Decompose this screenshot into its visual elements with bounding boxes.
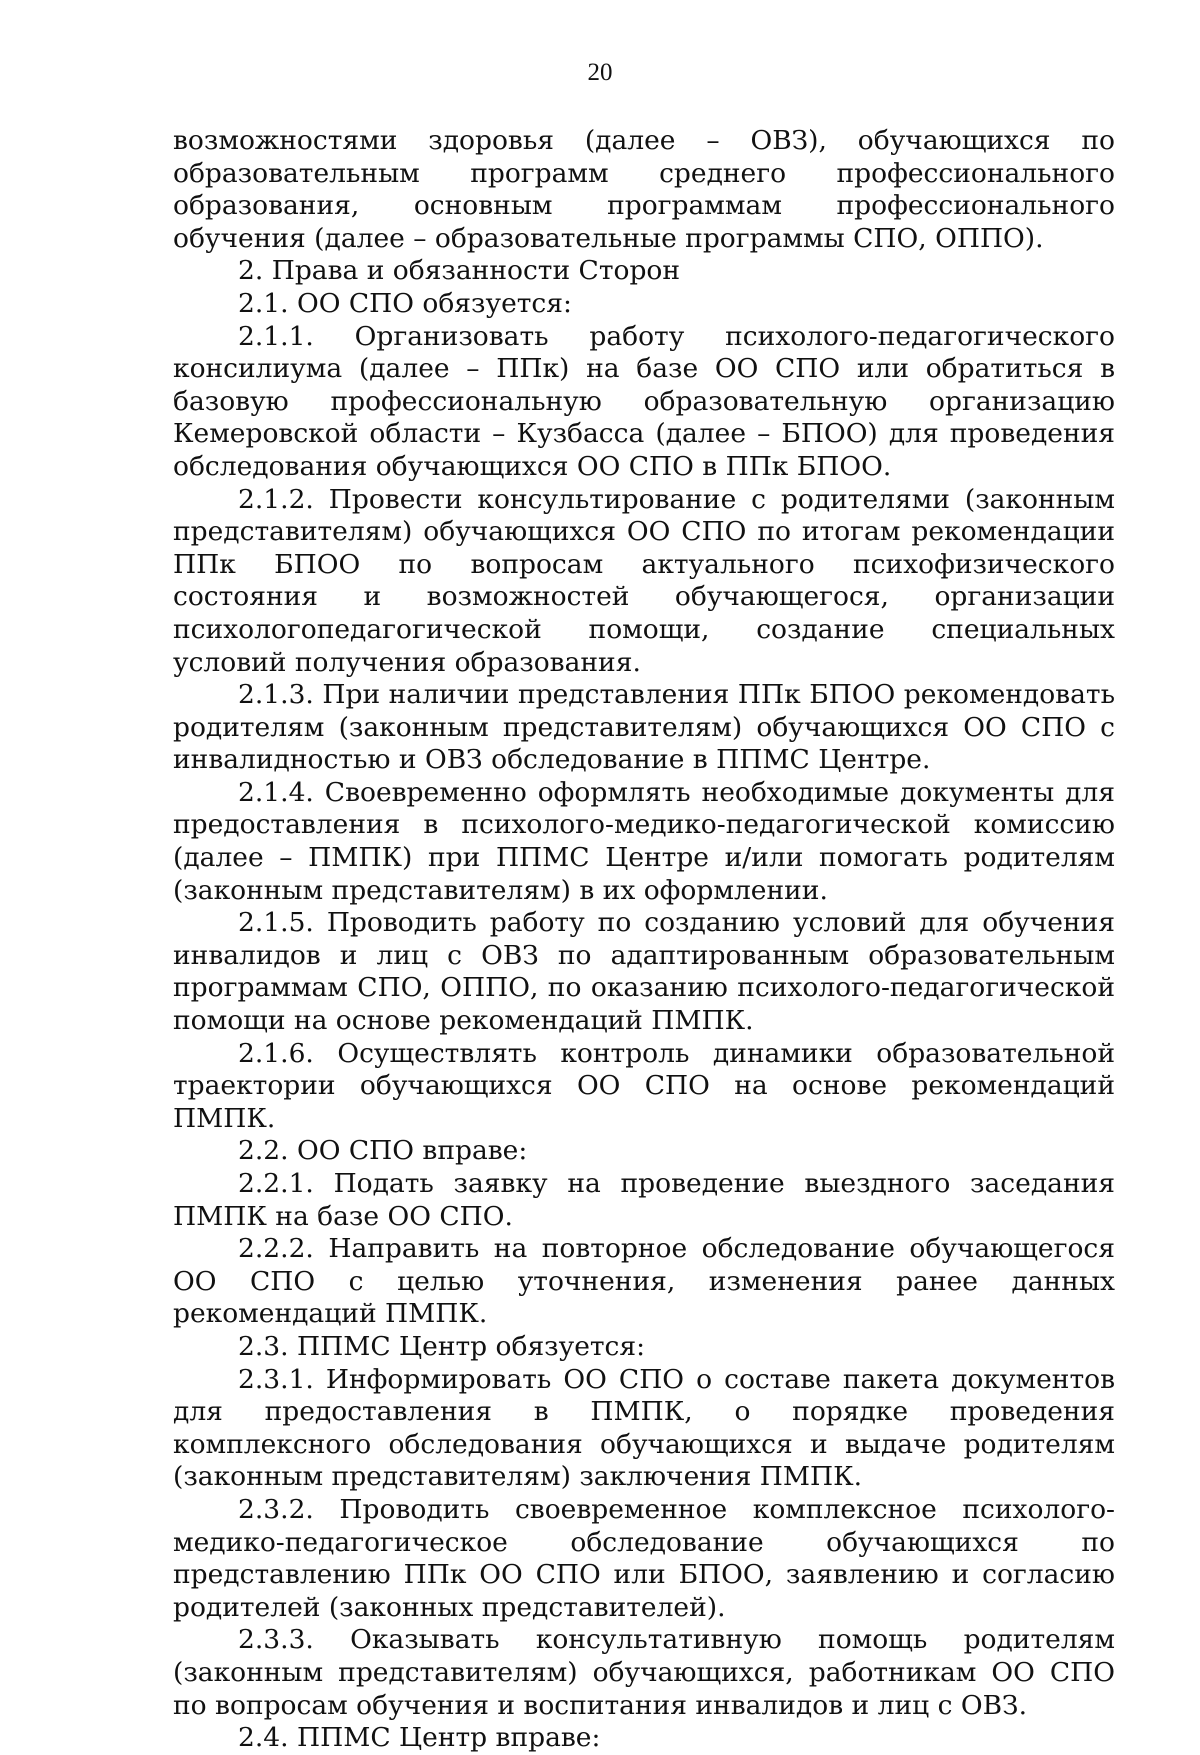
clause-2-1-4: 2.1.4. Своевременно оформлять необходимые документы для предоставления в психолого-медико-педагогической комиссию (далее – ПМПК) при ППМС Центре и/или помогать родителям (законным представителям) в их оформлении.	[173, 776, 1115, 906]
clause-2-2-2: 2.2.2. Направить на повторное обследование обучающегося ОО СПО с целью уточнения, изменения ранее данных рекомендаций ПМПК.	[173, 1233, 1115, 1330]
clause-2-3-2: 2.3.2. Проводить своевременное комплексное психолого-медико-педагогическое обследование обучающихся по представлению ППк ОО СПО или БПОО, заявлению и согласию родителей (законных представителей).	[173, 1493, 1115, 1623]
paragraph-intro-continuation: возможностями здоровья (далее – ОВЗ), обучающихся по образовательным программ среднего профессионального образования, основным программам профессионального обучения (далее – образовательные программы СПО, ОППО).	[173, 125, 1115, 254]
clause-2-4: 2.4. ППМС Центр вправе:	[238, 1722, 601, 1754]
clause-2-1-1: 2.1.1. Организовать работу психолого-педагогического консилиума (далее – ППк) на базе ОО СПО или обратиться в базовую профессиональную образовательную организацию Кемеровской области – Кузбасса (далее – БПОО) для проведения обследования обучающихся ОО СПО в ППк БПОО.	[173, 320, 1115, 482]
clause-2-1-3: 2.1.3. При наличии представления ППк БПОО рекомендовать родителям (законным представителям) обучающихся ОО СПО с инвалидностью и ОВЗ обследование в ППМС Центре.	[173, 679, 1115, 776]
clause-2-2: 2.2. ОО СПО вправе:	[238, 1135, 528, 1167]
clause-2-3-3: 2.3.3. Оказывать консультативную помощь родителям (законным представителям) обучающихся, работникам ОО СПО по вопросам обучения и воспитания инвалидов и лиц с ОВЗ.	[173, 1624, 1115, 1721]
clause-2-1-5: 2.1.5. Проводить работу по созданию условий для обучения инвалидов и лиц с ОВЗ по адаптированным образовательным программам СПО, ОППО, по оказанию психолого-педагогической помощи на основе рекомендаций ПМПК.	[173, 907, 1115, 1037]
clause-2-1-2: 2.1.2. Провести консультирование с родителями (законным представителям) обучающихся ОО СПО по итогам рекомендации ППк БПОО по вопросам актуального психофизического состояния и возможностей обучающегося, организации психологопедагогической помощи, создание специальных условий получения образования.	[173, 483, 1115, 678]
clause-2-3: 2.3. ППМС Центр обязуется:	[238, 1330, 646, 1362]
clause-2-2-1: 2.2.1. Подать заявку на проведение выездного заседания ПМПК на базе ОО СПО.	[173, 1168, 1115, 1232]
clause-2-1-6: 2.1.6. Осуществлять контроль динамики образовательной траектории обучающихся ОО СПО на основе рекомендаций ПМПК.	[173, 1037, 1115, 1134]
clause-2-1: 2.1. ОО СПО обязуется:	[238, 287, 572, 319]
section-heading-rights-and-obligations: 2. Права и обязанности Сторон	[238, 255, 681, 287]
clause-2-3-1: 2.3.1. Информировать ОО СПО о составе пакета документов для предоставления в ПМПК, о порядке проведения комплексного обследования обучающихся и выдаче родителям (законным представителям) заключения ПМПК.	[173, 1363, 1115, 1493]
document-body	[173, 125, 1115, 1755]
page-number: 20	[587, 59, 613, 86]
